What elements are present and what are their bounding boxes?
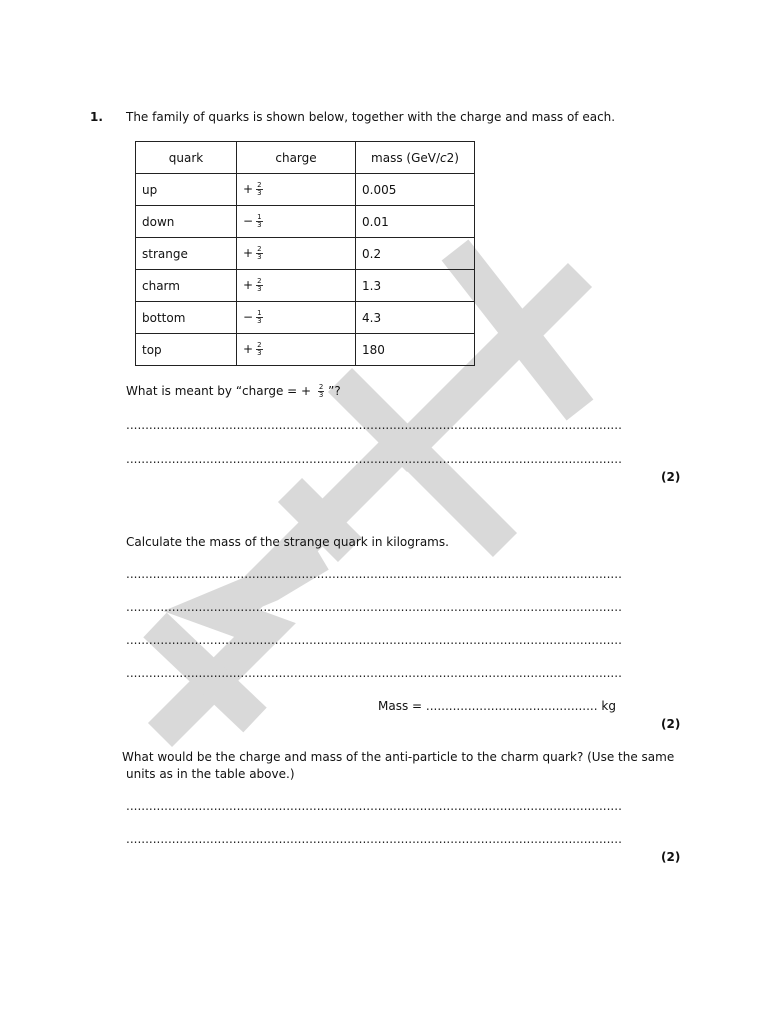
table-row <box>136 302 475 334</box>
answer-line[interactable]: .................................................................................................................................. <box>126 633 622 647</box>
table-row <box>136 334 475 366</box>
quark-mass: 0.01 <box>356 206 475 238</box>
answer-line[interactable]: .................................................................................................................................. <box>126 799 622 813</box>
table-row <box>136 270 475 302</box>
quark-mass: 0.005 <box>356 174 475 206</box>
marks-part-a: (2) <box>661 470 681 484</box>
marks-part-b: (2) <box>661 717 681 731</box>
quark-charge: + $\frac{2}{3}$ <box>237 270 356 302</box>
table-header-row <box>136 142 475 174</box>
quark-name: top <box>136 334 237 366</box>
quark-name: bottom <box>136 302 237 334</box>
quark-mass: 1.3 <box>356 270 475 302</box>
header-quark: quark <box>136 142 237 174</box>
table-row <box>136 238 475 270</box>
mass-answer-label: Mass = <box>378 699 426 713</box>
answer-line[interactable]: .................................................................................................................................. <box>126 600 622 614</box>
quark-charge: − $\frac{1}{3}$ <box>237 206 356 238</box>
header-mass: mass (GeV/c2) <box>356 142 475 174</box>
quark-charge: + $\frac{2}{3}$ <box>237 174 356 206</box>
answer-line[interactable]: .................................................................................................................................. <box>126 452 622 466</box>
marks-part-c: (2) <box>661 850 681 864</box>
mass-answer-line[interactable]: ............................................. <box>425 699 598 713</box>
header-charge: charge <box>237 142 356 174</box>
answer-line[interactable]: .................................................................................................................................. <box>126 832 622 846</box>
answer-line[interactable]: .................................................................................................................................. <box>126 418 622 432</box>
question-number: 1. <box>90 110 103 124</box>
part-c-question-line2: units as in the table above.) <box>126 767 295 781</box>
answer-line[interactable]: .................................................................................................................................. <box>126 567 622 581</box>
quark-charge: + $\frac{2}{3}$ <box>237 238 356 270</box>
part-b-question: Calculate the mass of the strange quark in kilograms. <box>126 535 449 549</box>
quark-name: down <box>136 206 237 238</box>
question-intro: The family of quarks is shown below, together with the charge and mass of each. <box>126 110 616 124</box>
answer-line[interactable]: .................................................................................................................................. <box>126 666 622 680</box>
quark-mass: 180 <box>356 334 475 366</box>
quark-mass: 0.2 <box>356 238 475 270</box>
table-row <box>136 206 475 238</box>
quark-name: charm <box>136 270 237 302</box>
quark-name: strange <box>136 238 237 270</box>
mass-answer-unit: kg <box>597 699 616 713</box>
quark-charge: + $\frac{2}{3}$ <box>237 334 356 366</box>
quark-charge: − $\frac{1}{3}$ <box>237 302 356 334</box>
quark-mass: 4.3 <box>356 302 475 334</box>
quark-table <box>135 141 475 366</box>
mass-answer <box>378 699 616 713</box>
table-row <box>136 174 475 206</box>
quark-name: up <box>136 174 237 206</box>
part-c-question-line1: What would be the charge and mass of the anti-particle to the charm quark? (Use the same <box>122 750 675 764</box>
part-a-question: What is meant by “charge = + $\frac{2}{3}$ ”? <box>126 383 341 399</box>
